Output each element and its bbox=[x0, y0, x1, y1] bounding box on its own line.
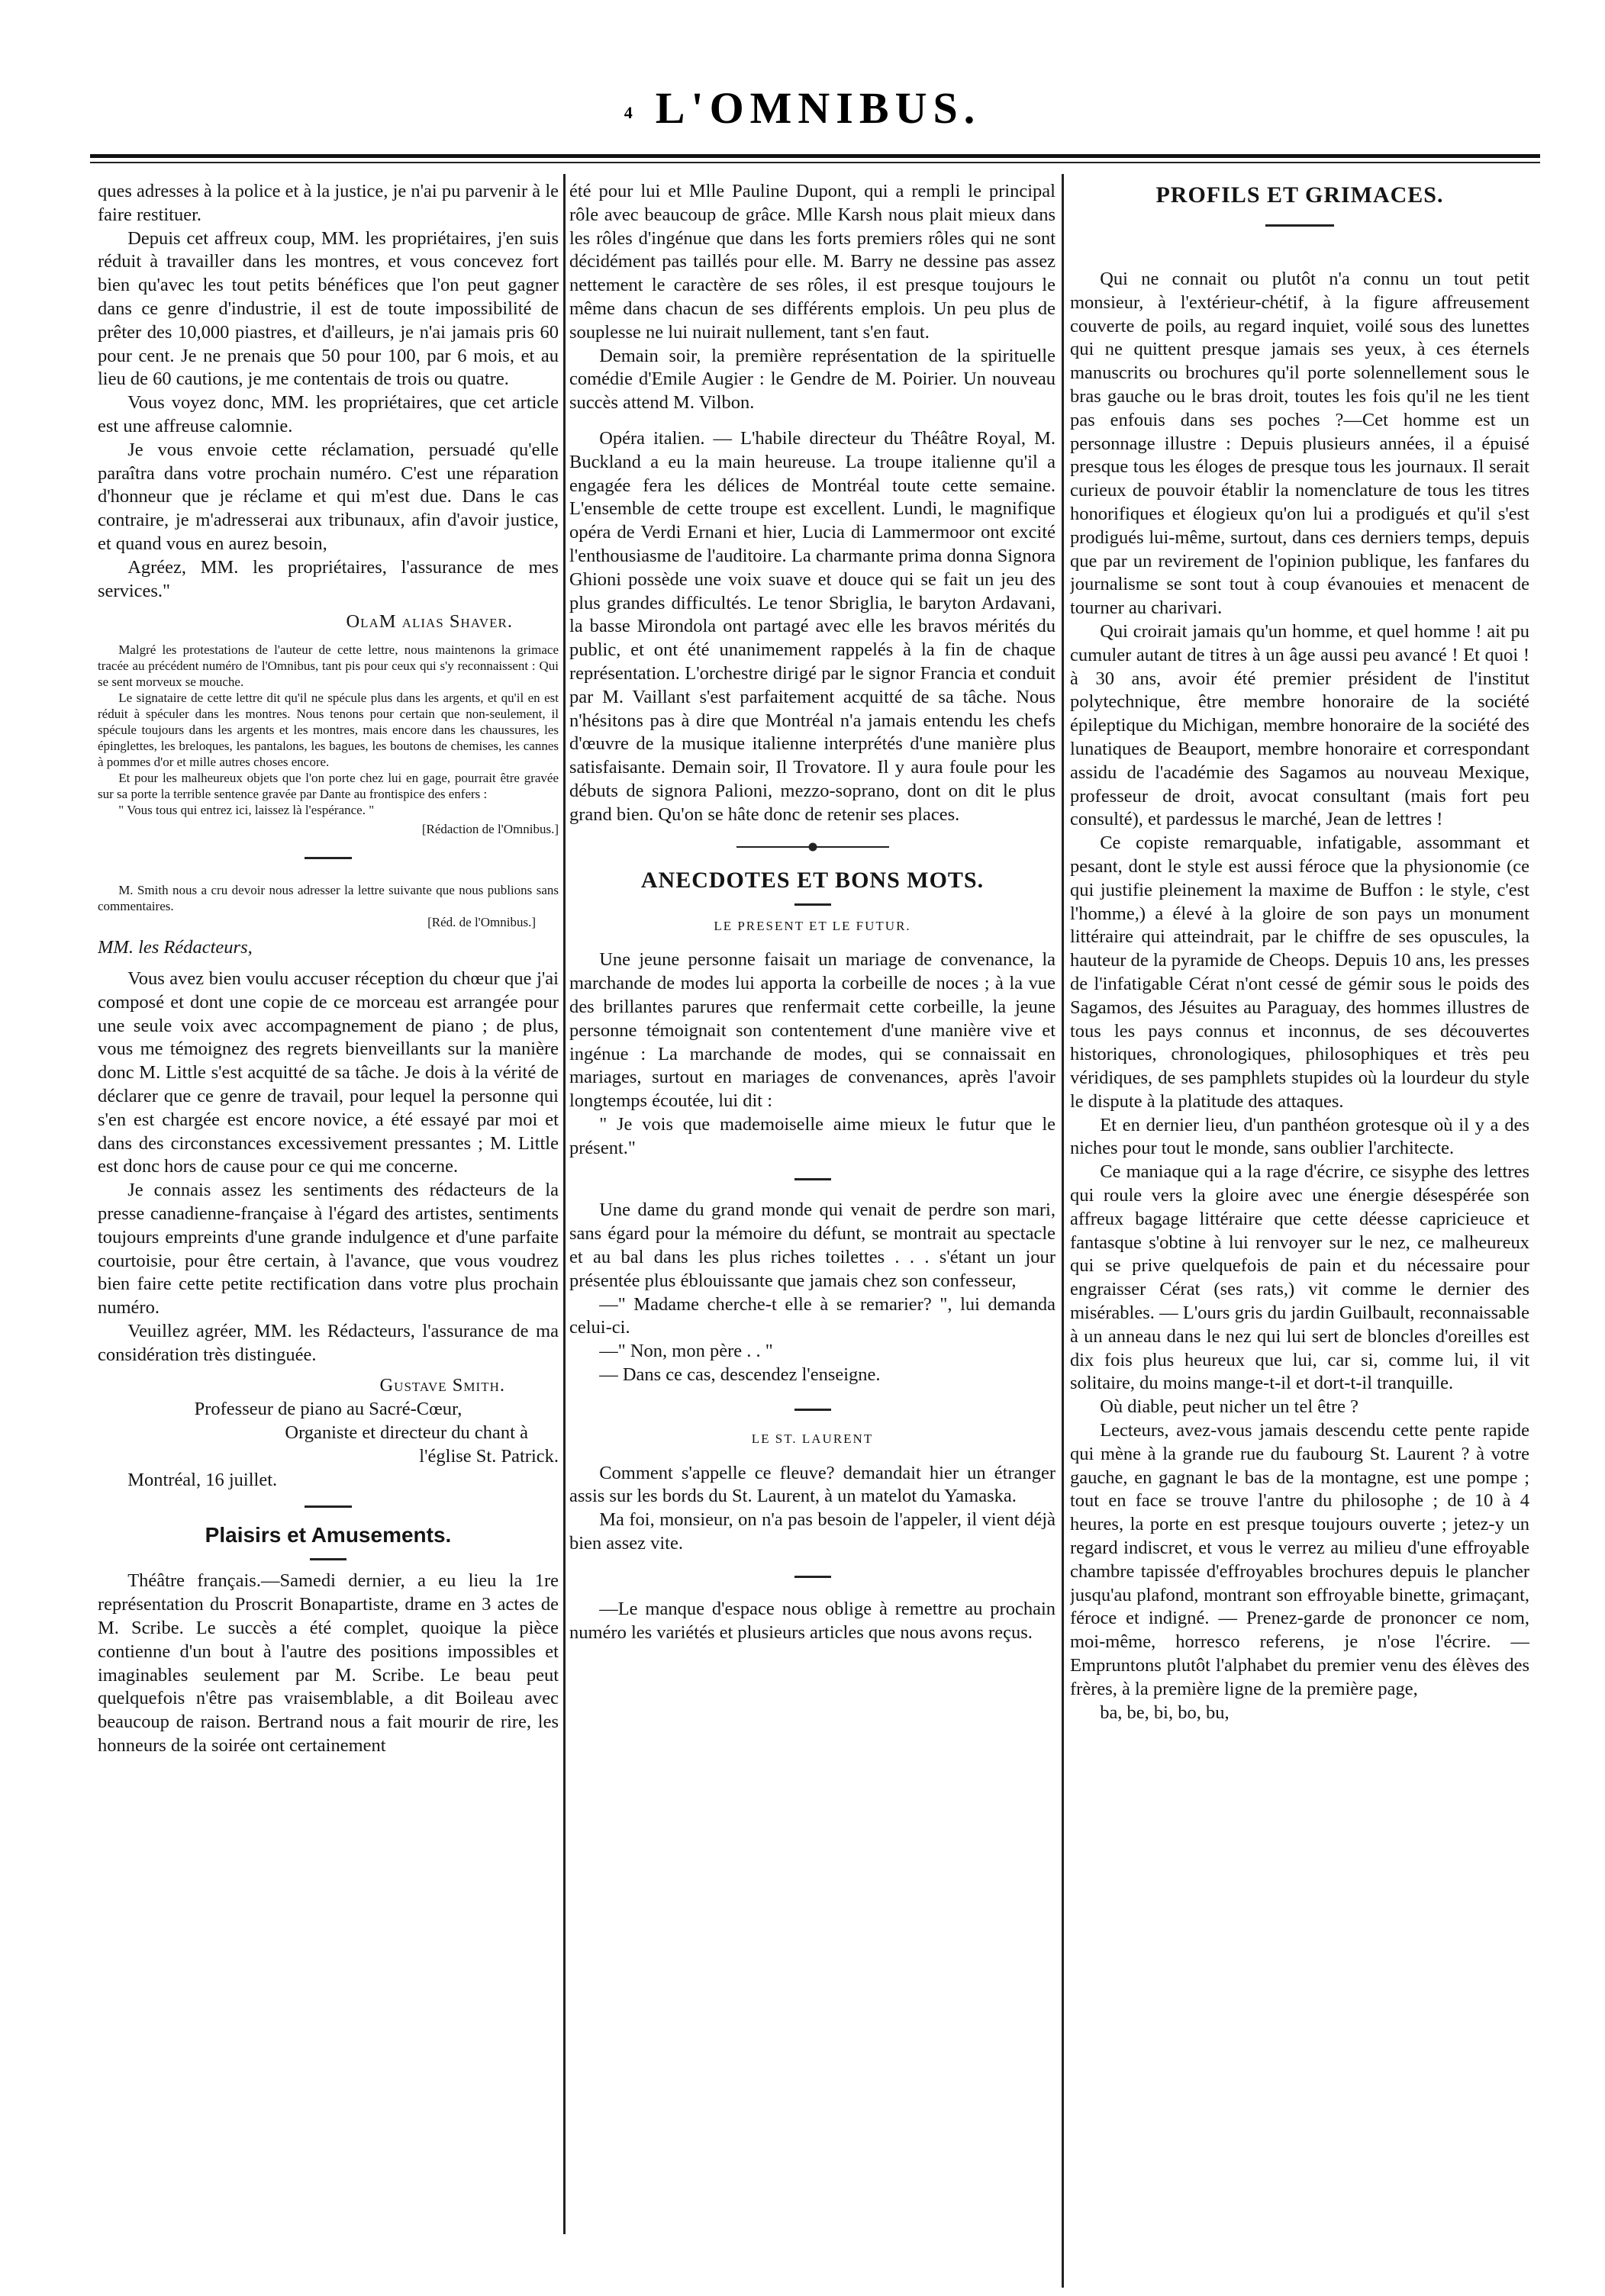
editor-note bbox=[98, 642, 559, 837]
paragraph: Théâtre français.—Samedi dernier, a eu lieu la 1re représentation du Proscrit Bonapartiste, drame en 3 actes de M. Scribe. Le succès a été complet, quoique la pièce contienne d'un bout à l'autre des positions impossibles et imaginables seulement par M. Scribe. Le beau peut quelquefois n'être pas vraisemblable, a dit Boileau avec beaucoup de raison. Bertrand nous a fait mourir de rire, les honneurs de la soirée ont certainement bbox=[98, 1570, 559, 1757]
paragraph: Et en dernier lieu, d'un panthéon grotesque où il y a des niches pour tout le monde, sans oublier l'architecte. bbox=[1070, 1114, 1529, 1159]
signer-title: Professeur de piano au Sacré-Cœur, bbox=[194, 1399, 462, 1420]
paragraph: Depuis cet affreux coup, MM. les propriétaires, j'en suis réduit à travailler dans les montres, et vous concevez fort bien qu'avec les tout petits bénéfices que l'on peut gagner dans ce genre d'industrie, il est de toute impossibilité de prêter des 10,000 piastres, et d'ailleurs, je n'ai jamais pris 60 pour cent. Je ne prenais que 50 pour 100, par 6 mois, et au lieu de 60 cautions, je me contentais de trois ou quatre. bbox=[98, 227, 559, 390]
paragraph: Veuillez agréer, MM. les Rédacteurs, l'assurance de ma considération très distinguée. bbox=[98, 1320, 559, 1365]
editor-intro bbox=[98, 882, 559, 930]
masthead bbox=[0, 82, 1605, 134]
paragraph: Ce copiste remarquable, infatigable, assommant et pesant, dont le style est aussi féroce que la physionomie (ce qui justifie pleinement la maxime de Buffon : le style, c'est l'homme,) a élevé à la gloire de son pays un monument littéraire qui atteindrait, par le chiffre de ses opuscules, la hauteur de la pyramide de Cheops. Depuis 10 ans, les presses de l'infatigable Cérat n'ont cessé de gémir sous le poids des Sagamos, des Jésuites au Paraguay, des hommes illustres de tous les pays connus et inconnus, de ses découvertes historiques, chronologiques, philosophiques et très peu véridiques, de ses pamphlets stupides où la lourdeur du style le dispute à la platitude des attaques. bbox=[1070, 832, 1529, 1112]
paragraph: Une dame du grand monde qui venait de perdre son mari, sans égard pour la mémoire du défunt, se montrait au spectacle et au bal dans les plus riches toilettes . . . s'étant un jour présentée plus éblouissante que jamais chez son confesseur, bbox=[569, 1200, 1055, 1291]
masthead-rule bbox=[90, 154, 1540, 158]
section-divider bbox=[310, 1558, 346, 1560]
intro-paragraph: M. Smith nous a cru devoir nous adresser la lettre suivante que nous publions sans commentaires. bbox=[98, 883, 559, 914]
note-paragraph: Et pour les malheureux objets que l'on porte chez lui en gage, pourrait être gravée sur sa porte la terrible sentence gravée par Dante au frontispice des enfers : bbox=[98, 771, 559, 802]
newspaper-title: L'OMNIBUS. bbox=[655, 83, 981, 133]
paragraph: ques adresses à la police et à la justice, je n'ai pu parvenir à le faire restituer. bbox=[98, 181, 559, 225]
section-divider bbox=[1265, 224, 1334, 227]
paragraph: —Le manque d'espace nous oblige à remettre au prochain numéro les variétés et plusieurs articles que nous avons reçus. bbox=[569, 1598, 1055, 1643]
section-heading: Plaisirs et Amusements. bbox=[205, 1523, 452, 1547]
column-3 bbox=[1070, 180, 1529, 2271]
letter-signature: OlaM alias Shaver. bbox=[346, 611, 513, 633]
masthead-rule-thin bbox=[90, 162, 1540, 163]
section-divider bbox=[794, 903, 831, 906]
paragraph: Où diable, peut nicher un tel être ? bbox=[1100, 1396, 1358, 1418]
column-2 bbox=[569, 180, 1055, 2271]
anecdote-title: LE PRESENT ET LE FUTUR. bbox=[714, 918, 911, 933]
dialogue-line: — Dans ce cas, descendez l'enseigne. bbox=[599, 1364, 881, 1386]
paragraph: Lecteurs, avez-vous jamais descendu cette pente rapide qui mène à la grande rue du faubourg St. Laurent ? à votre gauche, en gagnant le bas de la montagne, est une pompe ; tout en face se trouve l'antre du philosophe ; de 10 à 4 heures, la porte en est presque toujours ouverte ; jetez-y un regard indiscret, et vous le verrez au milieu d'une effroyable chambre tapissée d'effroyables brochures depuis le plancher jusqu'au plafond, montrant son effroyable binette, grimaçant, féroce et indigné. — Prenez-garde de prononcer ce nom, moi-même, horresco referens, je n'ose l'écrire. — Empruntons plutôt l'alphabet du premier venu des élèves des frères, à la première ligne de la première page, bbox=[1070, 1420, 1529, 1699]
paragraph: Opéra italien. — L'habile directeur du Théâtre Royal, M. Buckland a eu la main heureuse. La troupe italienne qu'il a engagée fera les délices de Montréal toute cette semaine. L'ensemble de cette troupe est excellent. Lundi, le magnifique opéra de Verdi Ernani et hier, Lucia di Lammermoor ont excité l'enthousiasme de l'auditoire. La charmante prima donna Signora Ghioni possède une voix suave et douce qui se fait un jeu des plus grandes difficultés. Le tenor Sbriglia, le baryton Ardavani, la basse Mirondola ont partagé avec elle les bravos mérités du public, et ont été unanimement rappelés à la fin de chaque représentation. L'orchestre dirigé par le signor Francia et conduit par M. Vaillant s'est parfaitement acquitté de sa tâche. Nous n'hésitons pas à dire que Montréal n'a jamais entendu les chefs d'œuvre de la musique italienne interprétés d'une manière plus satisfaisante. Demain soir, Il Trovatore. Il y aura foule pour les débuts de signora Palioni, mezzo-soprano, dont on dit le plus grand bien. Qu'on se hâte donc de retenir ses places. bbox=[569, 427, 1055, 825]
paragraph: Qui ne connait ou plutôt n'a connu un tout petit monsieur, à l'extérieur-chétif, à la figure affreusement couverte de poils, au regard inquiet, voilé sous des lunettes qui ne quittent presque jamais ses yeux, à ces éternels manuscrits ou brochures qu'il porte solennellement sous le bras gauche ou le bras droit, toutes les fois qu'il ne les tient pas enfouis dans ses poches ?—Cet homme est un personnage illustre : Depuis plusieurs années, il a épuisé presque tous les éloges de presque tous les journaux. Il serait curieux de pouvoir établir la nomenclature de tous les titres honorifiques et élogieux qu'on lui a prodigués et qu'il s'est prodigués lui-même, surtout, dans ces derniers temps, depuis que par un revirement de l'opinion publique, les fanfares du journalisme se sont tout à coup évanouies et menacent de tourner au charivari. bbox=[1070, 269, 1529, 619]
section-divider bbox=[794, 1409, 831, 1411]
section-divider bbox=[794, 1576, 831, 1578]
paragraph: Je connais assez les sentiments des rédacteurs de la presse canadienne-française à l'égard des artistes, sentiments toujours empreints d'une grande indulgence et d'une parfaite courtoisie, pour être certain, à l'avance, que vous voudrez bien faire cette petite rectification dans votre plus prochain numéro. bbox=[98, 1180, 559, 1319]
signer-name: Gustave Smith. bbox=[379, 1375, 505, 1396]
note-paragraph: Le signataire de cette lettre dit qu'il ne spécule plus dans les argents, et qu'il en est réduit à spéculer dans les montres. Nous tenons pour certain que non-seulement, il spécule toujours dans les argents et les montres, mais encore dans les chaussures, les épinglettes, les breloques, les pantalons, les bagues, les boutons de chemises, les cannes à pommes d'or et mille autres choses encore. bbox=[98, 691, 559, 770]
paragraph: été pour lui et Mlle Pauline Dupont, qui a rempli le principal rôle avec beaucoup de grâce. Mlle Karsh nous plait mieux dans les rôles d'ingénue que dans les forts premiers rôles qui ne sont décidément pas taillés pour elle. M. Barry ne dessine pas assez nettement le caractère de ses rôles, il est presque toujours le même dans chacun de ses différents emplois. Un peu plus de souplesse ne lui nuirait nullement, tant s'en faut. bbox=[569, 181, 1055, 343]
paragraph: Qui croirait jamais qu'un homme, et quel homme ! ait pu cumuler autant de titres à un âge aussi peu avancé ! Et quoi ! à 30 ans, avoir été premier président de l'institut polytechnique, être membre honoraire de la société épileptique du Michigan, membre honoraire de la société des lunatiques de Beauport, membre honoraire et correspondant assidu de l'académie des Sagamos au nouveau Mexique, professeur de droit, avocat consultant (mais fort peu consulté), et pardessus le marché, Jean de lettres ! bbox=[1070, 620, 1529, 830]
signer-title: l'église St. Patrick. bbox=[419, 1445, 559, 1467]
dialogue-line: —" Madame cherche-t elle à se remarier? ", lui demanda celui-ci. bbox=[569, 1293, 1055, 1338]
anecdote-title: LE ST. LAURENT bbox=[751, 1431, 874, 1446]
paragraph: Vous voyez donc, MM. les propriétaires, que cet article est une affreuse calomnie. bbox=[98, 392, 559, 436]
letter-date: Montréal, 16 juillet. bbox=[127, 1469, 278, 1490]
section-heading: ANECDOTES ET BONS MOTS. bbox=[640, 867, 985, 893]
page-number: 4 bbox=[624, 102, 633, 122]
salutation: MM. les Rédacteurs, bbox=[98, 937, 253, 958]
section-divider bbox=[794, 1178, 831, 1180]
column-separator bbox=[1062, 174, 1064, 2288]
quote: " Je vois que mademoiselle aime mieux le futur que le présent." bbox=[569, 1113, 1055, 1158]
paragraph: Demain soir, la première représentation de la spirituelle comédie d'Emile Augier : le Gendre de M. Poirier. Un nouveau succès attend M. Vilbon. bbox=[569, 345, 1055, 414]
note-paragraph: Malgré les protestations de l'auteur de cette lettre, nous maintenons la grimace tracée au précédent numéro de l'Omnibus, tant pis pour ceux qui s'y reconnaissent : Qui se sent morveux se mouche. bbox=[98, 642, 559, 690]
dialogue-line: —" Non, mon père . . " bbox=[599, 1341, 773, 1362]
column-1 bbox=[98, 180, 559, 2271]
note-signature: [Rédaction de l'Omnibus.] bbox=[421, 822, 559, 837]
section-heading: PROFILS ET GRIMACES. bbox=[1155, 182, 1444, 208]
column-separator bbox=[563, 174, 566, 2234]
paragraph: Agréez, MM. les propriétaires, l'assurance de mes services." bbox=[98, 556, 559, 601]
paragraph: Comment s'appelle ce fleuve? demandait hier un étranger assis sur les bords du St. Laurent, à un matelot du Yamaska. bbox=[569, 1462, 1055, 1507]
signer-title: Organiste et directeur du chant à bbox=[285, 1422, 528, 1444]
paragraph: ba, be, bi, bo, bu, bbox=[1100, 1702, 1230, 1723]
paragraph: Vous avez bien voulu accuser réception du chœur que j'ai composé et dont une copie de ce morceau est arrangée pour une seule voix avec accompagnement de piano ; de plus, vous me témoignez des regrets bienveillants sur la manière donc M. Little s'est acquitté de sa tâche. Je dois à la vérité de déclarer que ce genre de travail, pour lequel la personne qui s'en est chargée est encore novice, a été essayé par moi et dans des circonstances excessivement pressantes ; M. Little est donc hors de cause pour ce qui me concerne. bbox=[98, 968, 559, 1177]
ornamental-divider bbox=[736, 842, 889, 852]
intro-signature: [Réd. de l'Omnibus.] bbox=[427, 915, 536, 930]
section-divider bbox=[305, 1505, 352, 1508]
paragraph: Ce maniaque qui a la rage d'écrire, ce sisyphe des lettres qui roule vers la gloire avec une énergie désespérée son affreux bagage littéraire que cette déesse capricieuce et fantasque s'obtine à lui renvoyer sur le nez, ce malheureux qui se prive quelquefois de pain et du nécessaire pour engraisser Cérat (ses rats,) vit comme le dernier des misérables. — L'ours gris du jardin Guilbault, reconnaissable à un anneau dans le nez qui lui sert de bloncles d'oreilles est dix fois plus heureux que lui, car si, comme lui, il vit solitaire, du moins mange-t-il et dort-t-il tranquille. bbox=[1070, 1161, 1529, 1394]
note-paragraph: " Vous tous qui entrez ici, laissez là l'espérance. " bbox=[118, 803, 375, 818]
paragraph: Je vous envoie cette réclamation, persuadé qu'elle paraîtra dans votre prochain numéro. C'est une réparation d'honneur que je réclame et qui m'est due. Dans le cas contraire, je m'adresserai aux tribunaux, afin d'avoir justice, et quand vous en aurez besoin, bbox=[98, 439, 559, 554]
paragraph: Ma foi, monsieur, on n'a pas besoin de l'appeler, il vient déjà bien assez vite. bbox=[569, 1509, 1055, 1554]
section-divider bbox=[305, 857, 352, 859]
paragraph: Une jeune personne faisait un mariage de convenance, la marchande de modes lui apporta la corbeille de noces ; à la vue des brillantes parures que renfermait cette corbeille, la jeune personne témoignait son contentement d'une manière vive et ingénue : La marchande de modes, qui se connaissait en mariages, surtout en mariages de convenances, après l'avoir longtemps écoutée, lui dit : bbox=[569, 949, 1055, 1112]
